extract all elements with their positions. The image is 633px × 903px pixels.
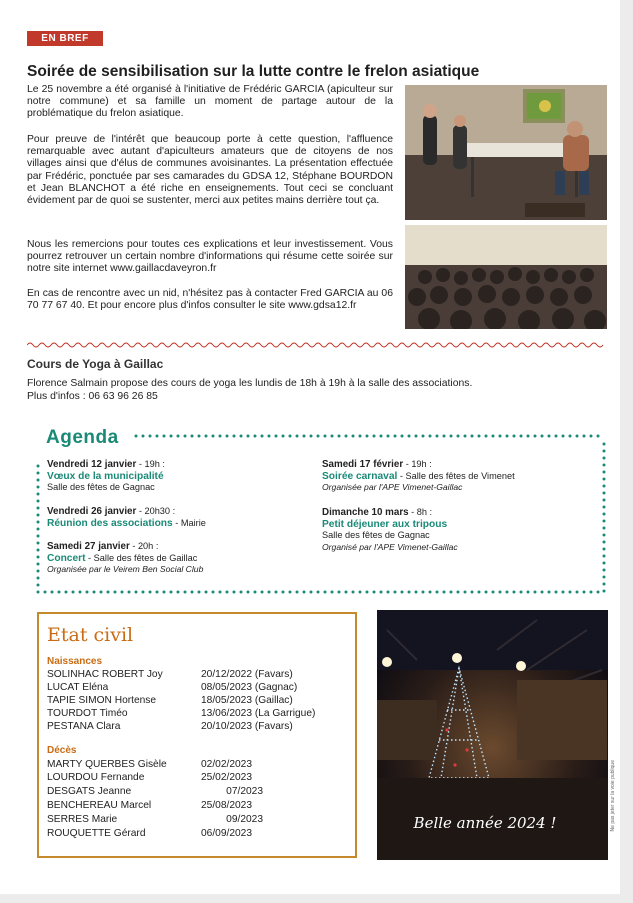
- death-row: [47, 814, 263, 827]
- yoga-line-1: Florence Salmain propose des cours de yoga les lundis de 18h à 19h à la salle des associations.: [27, 378, 473, 389]
- event-time: - 8h :: [408, 507, 433, 517]
- death-row: [47, 759, 252, 772]
- yoga-line-2: Plus d'infos : 06 63 96 26 85: [27, 391, 158, 402]
- event-date: 25/02/2023: [201, 772, 252, 783]
- birth-row: [47, 708, 315, 721]
- agenda-event: [47, 541, 307, 576]
- photo-caption: Ne pas jeter sur la voie publique: [610, 760, 616, 832]
- agenda-event: [47, 459, 307, 494]
- birth-row: [47, 721, 293, 734]
- civil-status-title: Etat civil: [47, 624, 134, 646]
- event-date: Samedi 17 février: [322, 459, 404, 470]
- event-date: 06/09/2023: [201, 828, 252, 839]
- birth-row: [47, 695, 293, 708]
- article-title: Soirée de sensibilisation sur la lutte contre le frelon asiatique: [27, 63, 480, 80]
- event-date: 02/02/2023: [201, 759, 252, 770]
- person-name: ROUQUETTE Gérard: [47, 828, 146, 839]
- death-row: [47, 772, 252, 785]
- death-row: [47, 786, 263, 799]
- event-time: - 19h :: [136, 459, 165, 469]
- death-row: [47, 828, 252, 841]
- event-title: Vœux de la municipalité: [47, 470, 164, 482]
- event-title: Concert: [47, 552, 86, 564]
- person-name: LUCAT Eléna: [47, 682, 109, 693]
- article-paragraph-2: Pour preuve de l'intérêt que beaucoup porte à cette question, l'affluence remarquable avec autant d'apiculteurs amateurs que de citoyens de nos villages ainsi que d'élus de communes avoisinantes. La présentation effectuée par Frédéric, ponctuée par ses camarades du GDSA 12, Stéphane BOURDON et Jean BLANCHOT a été riche en enseignements. Tout ceci se concluant évidement par de quoi se sustenter, merci aux petites mains derrière tout ça.: [27, 134, 393, 207]
- event-title: Réunion des associations: [47, 517, 173, 529]
- event-date: 20/10/2023 (Favars): [201, 721, 293, 732]
- event-place: - Salle des fêtes de Gaillac: [85, 552, 198, 563]
- agenda-event: [47, 506, 307, 529]
- event-date: Samedi 27 janvier: [47, 541, 130, 552]
- birth-row: [47, 669, 293, 682]
- event-title: Petit déjeuner aux tripous: [322, 518, 448, 530]
- event-place: - Mairie: [172, 517, 206, 528]
- event-date: 18/05/2023 (Gaillac): [201, 695, 293, 706]
- agenda-dotted-line: [133, 432, 608, 440]
- event-place: Salle des fêtes de Gagnac: [322, 530, 430, 540]
- event-place: - Salle des fêtes de Vimenet: [397, 470, 515, 481]
- article-paragraph-3: Nous les remercions pour toutes ces explications et leur investissement. Vous pourrez retrouver un certain nombre d'informations qui résume cette soirée sur notre site internet www.gaillacdaveyron.fr: [27, 239, 393, 275]
- event-date: 09/2023: [226, 814, 263, 825]
- greeting-text: Belle année 2024 !: [413, 814, 557, 832]
- event-organizer: Organisée par l'APE Vimenet-Gaillac: [322, 482, 463, 492]
- person-name: LOURDOU Fernande: [47, 772, 145, 783]
- article-paragraph-1: Le 25 novembre a été organisé à l'initiative de Frédéric GARCIA (apiculteur sur notre commune) et sa famille un moment de partage autour de la problématique du frelon asiatique.: [27, 84, 393, 120]
- person-name: SERRES Marie: [47, 814, 118, 825]
- event-date: Dimanche 10 mars: [322, 507, 409, 518]
- presentation-photo: [405, 85, 607, 220]
- person-name: TAPIE SIMON Hortense: [47, 695, 157, 706]
- section-tag: EN BREF: [27, 31, 103, 46]
- event-date: 13/06/2023 (La Garrigue): [201, 708, 316, 719]
- event-time: - 20h :: [129, 541, 159, 551]
- event-date: 20/12/2022 (Favars): [201, 669, 293, 680]
- event-date: 25/08/2023: [201, 800, 252, 811]
- agenda-event: [322, 507, 602, 553]
- event-time: - 19h :: [403, 459, 432, 469]
- article-paragraph-4: En cas de rencontre avec un nid, n'hésitez pas à contacter Fred GARCIA au 06 70 77 67 40. Et pour encore plus d'infos consulter le site www.gdsa12.fr: [27, 288, 393, 312]
- event-date: 08/05/2023 (Gagnac): [201, 682, 298, 693]
- yoga-title: Cours de Yoga à Gaillac: [27, 357, 164, 371]
- event-time: - 20h30 :: [136, 506, 176, 516]
- yoga-text: [27, 377, 587, 403]
- event-place: Salle des fêtes de Gagnac: [47, 482, 155, 492]
- agenda-title: Agenda: [46, 427, 119, 448]
- person-name: TOURDOT Timéo: [47, 708, 128, 719]
- person-name: BENCHEREAU Marcel: [47, 800, 152, 811]
- event-date: Vendredi 12 janvier: [47, 459, 137, 470]
- event-organizer: Organisé par l'APE Vimenet-Gaillac: [322, 541, 458, 552]
- event-organizer: Organisée par le Veirem Ben Social Club: [47, 564, 204, 574]
- births-heading: Naissances: [47, 656, 103, 667]
- person-name: MARTY QUERBES Gisèle: [47, 759, 167, 770]
- death-row: [47, 800, 252, 813]
- audience-photo: [405, 225, 607, 329]
- deaths-heading: Décès: [47, 745, 77, 756]
- section-divider: [27, 341, 607, 349]
- event-title: Soirée carnaval: [322, 470, 398, 482]
- birth-row: [47, 682, 297, 695]
- agenda-event: [322, 459, 602, 494]
- event-date: Vendredi 26 janvier: [47, 506, 137, 517]
- christmas-tree-photo: [377, 610, 608, 860]
- event-date: 07/2023: [226, 786, 263, 797]
- person-name: PESTANA Clara: [47, 721, 121, 732]
- person-name: SOLINHAC ROBERT Joy: [47, 669, 163, 680]
- person-name: DESGATS Jeanne: [47, 786, 132, 797]
